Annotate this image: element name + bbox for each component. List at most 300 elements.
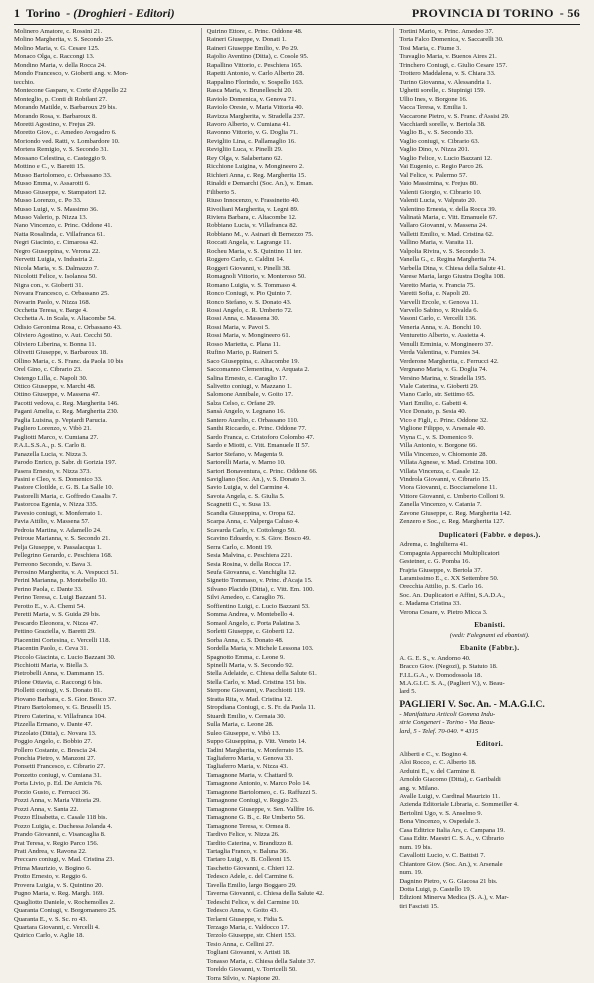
directory-entry: Valpolta Rivira, v. S. Secondo 3. xyxy=(399,247,486,255)
directory-entry: Pastorcoa Egenia, v. Nizza 335. xyxy=(14,501,98,509)
directory-entry: Perini Marianna, p. Montebello 10. xyxy=(14,577,107,585)
directory-entry: Perreono Secondo, v. Bava 3. xyxy=(14,560,92,568)
directory-entry: c. Madama Cristina 33. xyxy=(399,600,462,608)
directory-entry: Mondino Maria, v. della Rocca 24. xyxy=(14,61,106,69)
directory-entry: Tedesco Anna, v. Goito 43. xyxy=(206,907,279,915)
directory-entry: Azienda Editoriale Libraria, c. Sommeiller 4. xyxy=(399,801,519,809)
directory-entry: Tedeschi Felice, v. del Carmine 10. xyxy=(206,898,300,906)
directory-entry: Raineri Giuseppe Emilio, v. Po 29. xyxy=(206,44,299,52)
directory-entry: Piccolo Giacinta, c. Lucio Bazzani 30. xyxy=(14,653,116,661)
directory-entry: Rajolio Aventino (Ditta), c. Cosole 95. xyxy=(206,53,309,61)
directory-entry: Pagliotti Marco, v. Cumiana 27. xyxy=(14,433,99,441)
directory-entry: Spagnotto Emma, c. Leone 9. xyxy=(206,653,285,661)
directory-entry: Stropdiana Coniugi, c. S. Fr. da Paola 11. xyxy=(206,704,316,712)
directory-entry: Piacentini Cortesina, c. Vercelli 118. xyxy=(14,636,111,644)
directory-entry: Robbiano M., v. Asinari di Bernezzo 75. xyxy=(206,230,314,238)
directory-entry: Sansà Angelo, v. Legnano 16. xyxy=(206,408,286,416)
directory-entry: Perosino Margherita, v. A. Vespucci 51. xyxy=(14,569,119,576)
directory-entry: Verda Valentina, v. Fumies 34. xyxy=(399,349,480,357)
directory-entry: Pastore Clotilde, c. G. B. La Salle 10. xyxy=(14,484,114,492)
directory-entry: Signetto Tommaso, v. Princ. d'Acaja 15. xyxy=(206,577,313,585)
directory-entry: Sterpone Giovanni, v. Pacchiotti 119. xyxy=(206,687,306,695)
directory-entry: Tamagnone Coniugi, v. Reggio 23. xyxy=(206,797,299,805)
directory-entry: Verona Cesare, v. Pietro Micca 3. xyxy=(399,608,488,616)
directory-entry: Occhetta A. in Scala, v. Altacombe 54. xyxy=(14,315,116,323)
directory-entry: Tagliaferro Maria, v. Genova 33. xyxy=(206,754,294,762)
directory-entry: Scagnetti C., v. Susa 13. xyxy=(206,501,271,509)
directory-entry: Occhetta Teresa, v. Barge 4. xyxy=(14,306,88,314)
directory-entry: Romagnoli Vittorio, v. Monteroso 50. xyxy=(206,273,306,281)
directory-entry: Serra Carlo, c. Monti 19. xyxy=(206,543,273,551)
directory-entry: Silvano Placido (Ditta), c. Vitt. Em. 100. xyxy=(206,585,315,593)
directory-entry: Scandia Giuseppina, v. Oropa 62. xyxy=(206,509,296,517)
directory-entry: Vergnano Maria, v. G. Doglia 74. xyxy=(399,366,488,374)
directory-entry: Scavino Edoardo, v. S. Giov. Bosco 49. xyxy=(206,535,311,543)
directory-entry: F.I.L.G.A., v. Domodossola 18. xyxy=(399,671,483,679)
directory-entry: Bertolini Ugo, v. S. Anselmo 9. xyxy=(399,809,483,817)
directory-entry: Salivetto coniugi, v. Mazzano 1. xyxy=(206,383,292,391)
directory-entry: Rey Olga, v. Salabertano 62. xyxy=(206,154,283,162)
directory-entry: Ricchione Luigina, v. Mongineero 2. xyxy=(206,163,304,171)
directory-entry: Tamagnone Maria, v. Chattard 9. xyxy=(206,771,294,779)
directory-entry: Piacentin Paolo, c. Ceva 31. xyxy=(14,645,89,653)
directory-entry: Arduini E., v. del Carmine 8. xyxy=(399,767,476,775)
directory-entry: Tamagnone Teresa, v. Ormea 8. xyxy=(206,822,290,830)
directory-entry: Natta Rosalinda, c. Villafranca 61. xyxy=(14,230,105,238)
directory-entry: Avalle Luigi, v. Cardinal Maurizio 11. xyxy=(399,792,500,800)
directory-entry: Adrema, c. Inghilterra 41. xyxy=(399,541,468,549)
directory-entry: Morando Matilde, v. Barbaroux 29 bis. xyxy=(14,104,117,112)
header-right xyxy=(412,6,580,21)
directory-entry: Prima Maurizio, v. Bogino 6. xyxy=(14,864,92,872)
directory-entry: Novara Francesco, c. Orbassano 25. xyxy=(14,290,110,298)
column-1 xyxy=(14,28,195,940)
directory-entry: Torra Silvio, v. Napione 20. xyxy=(206,974,280,982)
directory-entry: Bona Vincenzo, v. Ospedale 3. xyxy=(399,818,481,826)
directory-entry: tecchio. xyxy=(14,78,35,86)
directory-entry: Vaglio Dino, v. Nizza 201. xyxy=(399,146,470,154)
directory-entry: Mortera Remigio, v. S. Secondo 31. xyxy=(14,146,109,154)
directory-entry: Bracco Giov. (Negozi), p. Statuto 18. xyxy=(399,663,498,671)
directory-entry: Mossano Celestina, c. Casteggio 9. xyxy=(14,154,107,162)
directory-entry: Revigliio Lina, c. Pallamaglio 16. xyxy=(206,137,296,145)
directory-entry: Protto Ernesto, v. Reggio 6. xyxy=(14,873,88,881)
directory-entry: Salina Ernesto, c. Caraglio 17. xyxy=(206,374,288,382)
directory-entry: Casa Editrice Italia Ars, c. Campana 19. xyxy=(399,826,505,834)
directory-entry: Vaglio B., v. S. Secondo 33. xyxy=(399,129,474,137)
directory-entry: Ronco Coniugi, v. Pio Quinto 7. xyxy=(206,290,292,298)
directory-entry: Rossi Maria, v. Pavoi 5. xyxy=(206,323,270,331)
directory-entry: Dotta Luigi, p. Castello 19. xyxy=(399,885,472,893)
directory-entry: Rossi Anna, c. Massena 30. xyxy=(206,315,280,323)
directory-entry: Varvello Sabino, v. Rivalda 6. xyxy=(399,306,479,314)
directory-entry: Tardivo Felice, v. Nizza 26. xyxy=(206,831,280,839)
page-header xyxy=(14,6,580,25)
directory-entry: Soc. An. Duplicatori e Affini, S.A.D.A., xyxy=(399,591,505,599)
page-number-left: 1 xyxy=(14,6,20,20)
directory-entry: tiri Fascisti 15. xyxy=(399,902,439,910)
advertisement-block xyxy=(399,700,580,736)
directory-entry: Nano Vincenzo, c. Princ. Oddone 41. xyxy=(14,222,113,230)
directory-entry: Seufa Giovanna, c. Vanchiglia 12. xyxy=(206,569,297,576)
directory-entry: Compagnia Apparecchi Multiplicatori xyxy=(399,549,500,557)
directory-entry: Tagliaferro Maria, v. Nizza 43. xyxy=(206,763,288,771)
directory-entry: Rasca Maria, v. Brunelleschi 20. xyxy=(206,87,293,95)
directory-entry: Moriondo ved. Ratti, v. Lombardore 10. xyxy=(14,137,120,145)
directory-entry: Sesia Malvina, c. Peschiera 221. xyxy=(206,552,293,560)
page-number-right: - 56 xyxy=(559,6,580,20)
directory-entry: Ostengo Lilla, c. Napoli 30. xyxy=(14,374,88,382)
directory-entry: Pellegrino Gerardo, c. Peschiera 168. xyxy=(14,552,113,560)
directory-entry: Terlarni Giuseppe, v. Fidia 5. xyxy=(206,915,284,923)
directory-entry: Scarpa Anna, c. Valperga Caluso 4. xyxy=(206,518,300,526)
directory-entry: Perino Paola, c. Dante 33. xyxy=(14,585,83,593)
directory-entry: Musso Giuseppe, v. Stampatori 12. xyxy=(14,188,107,196)
directory-entry: Riviera Barbara, c. Altacombe 12. xyxy=(206,213,297,221)
directory-entry: Chiantore Giov. (Soc. An.), v. Arsenale xyxy=(399,860,503,868)
directory-entry: Vacca Teresa, v. Emilia 1. xyxy=(399,104,468,112)
directory-entry: Picchiotti Maria, v. Biella 3. xyxy=(14,661,89,669)
directory-entry: Pizzella Ermano, v. Dante 47. xyxy=(14,721,93,729)
directory-entry: Laramissimo E., c. XX Settembre 50. xyxy=(399,575,499,582)
section-title: Ebanisti. xyxy=(474,621,506,630)
directory-entry: Orel Gino, c. Cibrario 23. xyxy=(14,366,82,374)
advertisement-title: PAGLIERI V. Soc. An. - M.A.G.I.C. xyxy=(399,699,545,710)
advertisement-line: lard, 5 - Telef. 70-040. * 4315 xyxy=(399,727,479,735)
directory-entry: Revigliio Luca, v. Pinelli 29. xyxy=(206,146,283,154)
directory-entry: Viano Carlo, str. Settimo 65. xyxy=(399,391,475,399)
directory-entry: Odisio Geronima Rosa, c. Orbassano 43. xyxy=(14,323,122,331)
directory-entry: Mondo Francesco, v. Gioberti ang. v. Mon- xyxy=(14,70,129,78)
directory-entry: Musso Lorenzo, c. Po 33. xyxy=(14,197,82,205)
directory-entry: Pedroia Martina, v. Adamello 24. xyxy=(14,526,102,534)
directory-entry: Prat Teresa, v. Regio Parco 156. xyxy=(14,839,99,847)
directory-entry: Peiroue Marianna, v. S. Secondo 21. xyxy=(14,535,111,543)
directory-entry: Quaranta E., v. S. Sc. ro 43. xyxy=(14,915,88,923)
column-2 xyxy=(201,28,388,982)
directory-entry: Vice Donato, p. Sesia 40. xyxy=(399,408,467,416)
directory-entry: Frajria Giuseppe, v. Bertola 37. xyxy=(399,566,483,574)
directory-entry: Paglia Luisina, p. Vepiardi Parucia. xyxy=(14,416,108,424)
section-title: Editori. xyxy=(476,740,504,749)
directory-entry: Rossi Angelo, c. R. Umberto 72. xyxy=(206,306,293,314)
directory-entry: Viale Caterina, v. Gioberti 29. xyxy=(399,383,479,391)
directory-entry: Negro Giuseppina, v. Verona 22. xyxy=(14,247,101,255)
directory-entry: Tamagnone G. B., c. Re Umberto 56. xyxy=(206,814,305,822)
directory-entry: Rinaldi e Demarchi (Soc. An.), v. Eman. xyxy=(206,180,314,188)
directory-entry: Sartori Bonaventura, c. Princ. Oddone 66. xyxy=(206,467,318,475)
directory-entry: lard 5. xyxy=(399,688,417,696)
directory-entry: Tamagnone Bartolomeo, c. G. Raffuzzi 5. xyxy=(206,788,317,796)
directory-entry: Venturetto Alberto, v. Assietta 4. xyxy=(399,332,486,340)
directory-entry: Travaglio Maria, v. Buenos Aires 21. xyxy=(399,53,497,61)
directory-entry: Pollero Costante, c. Brescia 24. xyxy=(14,746,97,754)
directory-entry: Vico e Figli, c. Princ. Oddone 32. xyxy=(399,416,488,424)
directory-entry: Panazella Lucia, v. Nizza 3. xyxy=(14,450,88,458)
directory-entry: Vanella G., c. Regina Margherita 74. xyxy=(399,256,497,264)
directory-entry: Togliani Giovanni, v. Artisti 18. xyxy=(206,949,291,957)
directory-entry: Tardito Caterina, v. Brandizzo 8. xyxy=(206,839,293,847)
directory-entry: Pizzolato (Ditta), c. Novara 13. xyxy=(14,729,97,737)
directory-entry: Pirero Caterina, v. Villafranca 104. xyxy=(14,712,106,720)
directory-entry: Savio Luigia, v. del Carmine 4. xyxy=(206,484,290,492)
directory-entry: Viyna C., v. S. Domenico 9. xyxy=(399,433,474,441)
directory-entry: Casa Editr. Maestri C. S. A., v. Cibrario xyxy=(399,835,504,843)
directory-entry: P.A.L.S.S.A., p. S. Carlo 8. xyxy=(14,442,86,450)
directory-entry: Romano Luigia, v. S. Tommaso 4. xyxy=(206,281,297,289)
directory-entry: Negri Giacinto, c. Cimarosa 42. xyxy=(14,239,99,247)
directory-entry: Pozzi Anna, v. Maria Vittoria 29. xyxy=(14,797,101,805)
directory-entry: Vaccarone Pietro, v. S. Franc. d'Assisi 29. xyxy=(399,112,510,120)
directory-entry: Tartaro Luigi, v. B. Colleoni 15. xyxy=(206,856,292,864)
directory-entry: Prando Giovanni, c. Visancaglia 8. xyxy=(14,831,106,839)
directory-entry: M.A.G.I.C. S. A., (Paglieri V.), v. Beau- xyxy=(399,679,505,687)
directory-entry: Aliberti e C., v. Bogino 4. xyxy=(399,750,468,758)
directory-entry: Vacchiardi sorelle, v. Bertola 38. xyxy=(399,120,486,128)
directory-entry: Valinatà Maria, c. Vitt. Emanuele 67. xyxy=(399,213,498,221)
section-title: Duplicatori (Fabbr. e depos.). xyxy=(438,530,541,539)
directory-entry: Vasoni Carlo, c. Vercelli 136. xyxy=(399,315,477,323)
directory-entry: Pacotti vedova, c. Reg. Margherita 146. xyxy=(14,399,119,407)
directory-entry: Taschetto Giovanni, c. Chieri 12. xyxy=(206,864,294,872)
directory-entry: Sardo Franca, c. Cristoforo Colombo 47. xyxy=(206,433,315,441)
directory-entry: Pescardo Eleonora, v. Nizza 47. xyxy=(14,619,98,627)
directory-entry: Roggero Carlo, c. Caldini 14. xyxy=(206,256,285,264)
directory-entry: Vittore Giovanni, c. Umberto Colloni 9. xyxy=(399,492,505,500)
directory-entry: Varetti Sofia, c. Napoli 20. xyxy=(399,290,470,298)
directory-entry: Ottico Giuseppe, v. Marchi 48. xyxy=(14,383,96,391)
directory-entry: Perotto E., v. A. Chemi 54. xyxy=(14,602,86,610)
directory-entry: Musso Valerio, p. Nizza 13. xyxy=(14,213,88,221)
directory-entry: Varvelli Ercole, v. Genova 11. xyxy=(399,298,479,306)
directory-entry: Ollino Maria, c. S. Franc. da Paola 10 bis xyxy=(14,357,124,365)
directory-entry: Sartor Stefano, v. Magenta 9. xyxy=(206,450,284,458)
directory-entry: Stella Adelaide, c. Chiesa della Salute 61. xyxy=(206,670,317,678)
directory-entry: Tartaglia Franco, v. Baluna 36. xyxy=(206,847,288,855)
province-title: PROVINCIA DI TORINO xyxy=(411,6,554,20)
directory-entry: Pettino Graziella, v. Baretti 29. xyxy=(14,628,96,636)
directory-entry: Pugno Maria, v. Reg. Margh. 169. xyxy=(14,890,104,898)
advertisement-line: - Manifattura Articoli Gomma Indu- xyxy=(399,710,496,718)
directory-entry: Suppo Giuseppina, p. Vitt. Veneto 14. xyxy=(206,738,307,746)
directory-entry: Pasini e Cleo, v. S. Domenico 33. xyxy=(14,476,103,484)
directory-entry: Piolletti coniugi, v. S. Donato 81. xyxy=(14,687,103,695)
directory-entry: Silvi Amedeo, c. Caraglio 76. xyxy=(206,594,285,602)
directory-entry: Ravizza Margherita, v. Stradella 237. xyxy=(206,112,305,120)
directory-entry: Saco Giuseppina, c. Altacombe 19. xyxy=(206,357,300,365)
directory-entry: Molino Margherita, v. S. Secondo 25. xyxy=(14,36,114,44)
directory-entry: Quaranta Coniugi, v. Borgomanero 25. xyxy=(14,907,117,915)
directory-entry: Ottino Giuseppe, v. Massena 47. xyxy=(14,391,100,399)
directory-entry: Villa Antonio, v. Borgone 66. xyxy=(399,442,477,450)
directory-entry: Versino Marina, v. Stradella 195. xyxy=(399,374,487,382)
directory-entry: Toreldo Giovanni, v. Torricelli 50. xyxy=(206,966,297,974)
directory-entry: Stuardi Emilio, v. Cernaia 30. xyxy=(206,712,286,720)
directory-entry: Stratta Rita, v. Mad. Cristina 12. xyxy=(206,695,293,703)
directory-entry: Pasera Ernesto, v. Nizza 373. xyxy=(14,467,92,475)
directory-entry: Ravonno Vittorio, v. G. Doglia 71. xyxy=(206,129,298,137)
city-name: Torino xyxy=(26,6,61,20)
directory-entry: ang. v. Milano. xyxy=(399,784,440,792)
directory-entry: Monteglio, p. Conti di Robilant 27. xyxy=(14,95,108,103)
directory-entry: Vaglio coniugi, v. Cibrario 63. xyxy=(399,137,480,145)
directory-entry: Vallino Maria, v. Varaita 11. xyxy=(399,239,474,247)
directory-entry: Terzolo Giuseppe, str. Chieri 153. xyxy=(206,932,296,940)
directory-entry: Molino Maria, v. G. Cesare 125. xyxy=(14,44,100,52)
directory-entry: Tavella Emilio, largo Boggaro 29. xyxy=(206,881,297,889)
directory-entry: Novarin Paolo, v. Nizza 168. xyxy=(14,298,91,306)
directory-entry: Rufino Mario, p. Raineri 5. xyxy=(206,349,279,357)
directory-entry: Pozzo Elisabetta, c. Casale 118 bis. xyxy=(14,814,108,822)
directory-entry: Terzago Maria, c. Valdocco 17. xyxy=(206,924,290,932)
directory-entry: Trinchero Coniugi, c. Giulio Cesare 157. xyxy=(399,61,508,69)
directory-entry: Pagani Amelia, c. Reg. Margherita 230. xyxy=(14,408,119,416)
directory-entry: Musso Bartolomeo, c. Orbassano 33. xyxy=(14,171,112,179)
directory-entry: Salomone Annibale, v. Goito 17. xyxy=(206,391,293,399)
section-title: Ebanite (Fabbr.). xyxy=(459,644,520,653)
directory-entry: Vai Eugenio, c. Regio Parco 26. xyxy=(399,163,484,171)
directory-entry: Santhi Riccardo, c. Princ. Oddone 77. xyxy=(206,425,307,433)
directory-entry: Rappalino Florindo, v. Sospello 163. xyxy=(206,78,304,86)
directory-entry: Molinero Amatore, c. Rossini 21. xyxy=(14,28,103,35)
columns xyxy=(14,28,580,982)
directory-entry: Villata Vincenza, c. Casale 12. xyxy=(399,467,480,475)
directory-entry: Viglione Filippo, v. Arsenale 40. xyxy=(399,425,486,433)
directory-entry: Veneria Anna, v. A. Bonchi 10. xyxy=(399,323,482,331)
directory-entry: Sulla Maria, c. Leone 28. xyxy=(206,721,274,729)
directory-entry: Ponsetti Francesco, c. Cibrario 27. xyxy=(14,763,106,771)
directory-entry: Tamagnone Giuseppe, v. Sen. Vallfre 16. xyxy=(206,805,315,813)
directory-entry: Pilone Ottavia, c. Raccongi 6 bis. xyxy=(14,678,103,686)
directory-entry: Sesia Rosina, v. della Rocca 17. xyxy=(206,560,291,568)
directory-entry: Torta Falco Domenica, v. Saccarelli 30. xyxy=(399,36,504,44)
directory-entry: Spinelli Maria, v. S. Secondo 92. xyxy=(206,661,294,669)
directory-entry: Prati Andrea, v. Ravona 22. xyxy=(14,847,87,855)
directory-entry: Rapallino Vittorio, c. Peschiera 165. xyxy=(206,61,303,69)
directory-entry: Pastorelli Maria, c. Goffredo Casalis 7. xyxy=(14,492,118,500)
directory-entry: Ronco Stefano, v. S. Donato 43. xyxy=(206,298,292,306)
directory-entry: Sartorelli Maria, v. Marno 10. xyxy=(206,459,286,467)
directory-entry: Poggio Angelo, c. Bobbio 27. xyxy=(14,738,93,746)
directory-entry: Pavesio coniugi, v. Monferrato 1. xyxy=(14,509,103,517)
directory-entry: Pietrobelli Anna, v. Dammann 15. xyxy=(14,670,104,678)
directory-entry: Varetto Maria, v. Francia 75. xyxy=(399,281,475,289)
directory-entry: Pagliero Lorenzo, v. Vibò 21. xyxy=(14,425,92,433)
directory-entry: Roggeri Giovanni, v. Pinelli 38. xyxy=(206,264,291,272)
directory-entry: Rocheu Maria, v. S. Quintino 11 ter. xyxy=(206,247,302,255)
directory-entry: Villa Vincenzo, v. Chiomonte 28. xyxy=(399,450,488,458)
directory-entry: Musso Emma, v. Assarotti 6. xyxy=(14,180,90,188)
category-range: - (Droghieri - Editori) xyxy=(66,6,175,20)
directory-entry: Savoia Angela, c. S. Giulia 5. xyxy=(206,492,285,500)
directory-entry: Parodo Enrico, p. Sabr. di Gorizia 197. xyxy=(14,459,117,467)
directory-entry: Soffientino Luigi, c. Lucio Bazzani 53. xyxy=(206,602,310,610)
directory-entry: Rosso Marietta, c. Plana 11. xyxy=(206,340,281,348)
directory-entry: Orecchia Attilio, p. S. Carlo 16. xyxy=(399,583,484,591)
header-left xyxy=(14,6,175,21)
advertisement-line: strie Congeneri - Torino - Via Beau- xyxy=(399,719,495,727)
directory-entry: Vaio Massimina, v. Frejus 80. xyxy=(399,180,478,188)
column-3 xyxy=(393,28,580,910)
directory-entry: Quartara Giovanni, c. Vercelli 4. xyxy=(14,924,100,932)
directory-entry: Tosi Maria, c. Fiume 3. xyxy=(399,44,461,52)
directory-entry: Ponzetto coniugi, v. Cumiana 31. xyxy=(14,771,102,779)
directory-entry: Santero Aurelio, c. Orbassano 110. xyxy=(206,416,299,424)
directory-entry: Dagnino Pietro, v. G. Giacosa 21 bis. xyxy=(399,877,498,885)
directory-entry: Pelja Giuseppe, v. Passalacqua 1. xyxy=(14,543,102,551)
directory-entry: Turino Giovanna, v. Alessandria 1. xyxy=(399,78,492,86)
directory-entry: num. 19 bis. xyxy=(399,843,432,851)
directory-entry: Sardo e Miotti, c. Vitt. Emanuele II 57. xyxy=(206,442,310,450)
directory-entry: Ughetti sorelle, c. Stupinigi 159. xyxy=(399,87,486,95)
directory-entry: Tamagnone Antonio, v. Marco Polo 14. xyxy=(206,780,311,788)
directory-entry: Robbiano Lucia, v. Villafranca 82. xyxy=(206,222,298,230)
directory-entry: Taverna Giovanni, c. Chiesa della Salute 42. xyxy=(206,890,324,898)
directory-entry: Suleo Giuseppe, v. Vibò 13. xyxy=(206,729,281,737)
directory-entry: Verderone Margherita, c. Ferrucci 42. xyxy=(399,357,499,365)
directory-entry: Rivoiliani Margherita, v. Legni 89. xyxy=(206,205,299,213)
directory-entry: Varese Maria, largo Giustra Doglia 108. xyxy=(399,273,505,281)
directory-entry: Moretti Agostino, v. Frejus 29. xyxy=(14,120,96,128)
directory-entry: Sordella Maria, v. Michele Lessona 103. xyxy=(206,645,314,653)
directory-entry: Valentino Ernesta, v. della Rocca 39. xyxy=(399,205,497,213)
directory-entry: Cavallotti Lucio, v. C. Battisti 7. xyxy=(399,852,486,860)
directory-entry: Sorletti Giuseppe, c. Gioberti 12. xyxy=(206,628,295,636)
directory-entry: num. 19. xyxy=(399,869,423,877)
directory-entry: Saccomanno Clementina, v. Arquata 2. xyxy=(206,366,310,374)
directory-entry: Quirino Ettore, c. Princ. Oddone 48. xyxy=(206,28,303,35)
directory-entry: Edizioni Minerva Medica (S. A.), v. Mar- xyxy=(399,894,509,902)
directory-entry: Quirico Carlo, v. Aglie 18. xyxy=(14,932,85,940)
directory-entry: Olivetti Giuseppe, v. Barbaroux 18. xyxy=(14,349,108,357)
directory-entry: Mottino e C., v. Baretti 15. xyxy=(14,163,85,171)
directory-entry: Varbella Dina, v. Chiesa della Salute 41. xyxy=(399,264,506,272)
directory-entry: Somaol Angelo, c. Porta Palatina 3. xyxy=(206,619,301,627)
directory-entry: Richieri Anna, c. Reg. Margherita 15. xyxy=(206,171,306,179)
directory-entry: Nicola Maria, v. S. Dalmazzo 7. xyxy=(14,264,99,272)
directory-entry: Somma Andrea, v. Montebello 4. xyxy=(206,611,294,619)
directory-entry: Valenti Lucia, v. Valprato 20. xyxy=(399,197,477,205)
directory-entry: Porzio Gusto, c. Ferrucci 36. xyxy=(14,788,90,796)
section-note: (vedi: Falegnami ed ebanisti). xyxy=(449,631,530,639)
directory-entry: Sorba Anna, c. S. Donato 48. xyxy=(206,636,284,644)
directory-entry: Morando Rosa, v. Barbaroux 8. xyxy=(14,112,97,120)
directory-entry: Vaglio Felice, v. Lucio Bazzani 12. xyxy=(399,154,492,162)
directory-entry: Raviolo Oreste, v. Maria Vittoria 40. xyxy=(206,104,304,112)
directory-entry: Nigra con., v. Gioberti 31. xyxy=(14,281,84,289)
directory-entry: Oliviero Agostino, v. Aut. Cecchi 50. xyxy=(14,332,112,340)
directory-entry: Zenzero e Soc., c. Reg. Margherita 127. xyxy=(399,518,505,526)
directory-entry: Tesio Anna, c. Cellini 27. xyxy=(206,940,274,948)
directory-entry: Perino Teresa, c. Luigi Bazzani 51. xyxy=(14,594,107,602)
directory-entry: Porta Livio, p. Ed. De Amicis 76. xyxy=(14,780,103,788)
directory-entry: Pavia Attilio, v. Massena 57. xyxy=(14,518,90,526)
directory-entry: Gestetner, c. G. Pomba 16. xyxy=(399,558,471,566)
directory-entry: Nervetti Luigia, v. Industria 2. xyxy=(14,256,94,264)
directory-entry: Tortini Mario, v. Princ. Amedeo 37. xyxy=(399,28,494,35)
directory-entry: Roccati Angela, v. Lagrange 11. xyxy=(206,239,292,247)
directory-entry: Raviolo Domenica, v. Genova 71. xyxy=(206,95,297,103)
directory-entry: Nicolotti Felice, v. Isolanoa 50. xyxy=(14,273,97,281)
directory-entry: Trottero Maddalena, v. S. Chiara 33. xyxy=(399,70,496,78)
directory-entry: Pozzo Luigia, c. Duchessa Jolanda 4. xyxy=(14,822,113,830)
directory-entry: Pozzi Anna, v. Santa 22. xyxy=(14,805,79,813)
directory-entry: Ullio Ines, v. Borgone 16. xyxy=(399,95,468,103)
directory-entry: Viari Emilio, c. Gabetti 4. xyxy=(399,399,468,407)
directory-entry: Monaco Olga, c. Raccongi 13. xyxy=(14,53,95,61)
directory-entry: Valenti Giorgio, v. Cibrario 10. xyxy=(399,188,482,196)
directory-entry: Ravoro Alberto, v. Cumiana 41. xyxy=(206,120,291,128)
